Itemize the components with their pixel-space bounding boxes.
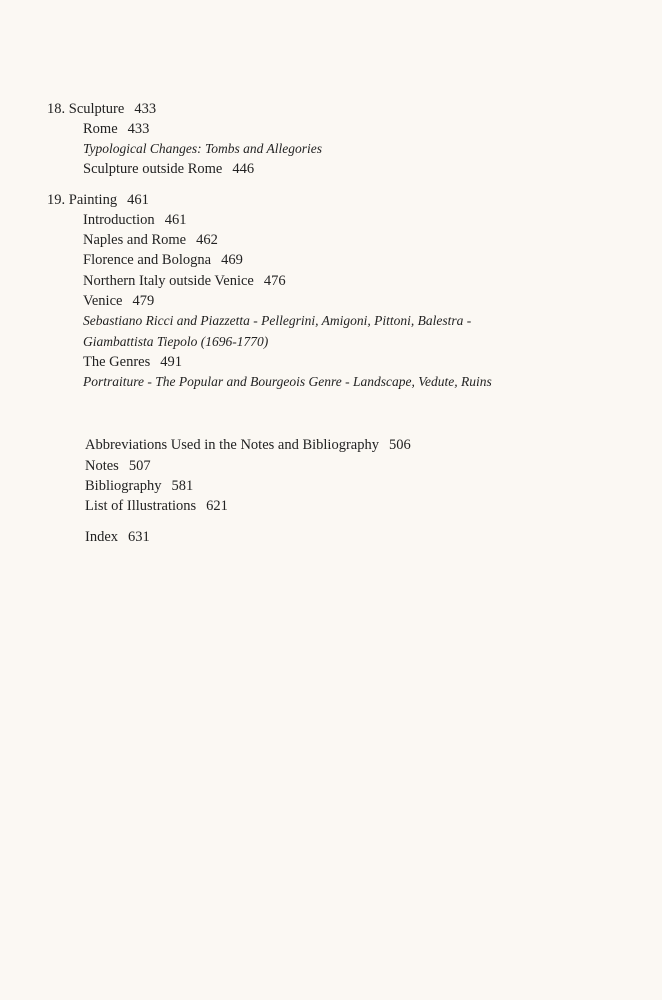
page-number: 446 — [232, 161, 255, 177]
toc-entry — [83, 211, 186, 229]
entry-title: List of Illustrations — [85, 498, 197, 514]
page-number: 581 — [171, 478, 194, 494]
toc-entry — [83, 272, 286, 290]
entry-title: Bibliography — [85, 478, 162, 494]
chapter-title: 19. Painting — [47, 192, 118, 208]
chapter-heading — [47, 100, 156, 118]
page-number: 491 — [160, 354, 182, 370]
entry-title: Naples and Rome — [83, 232, 187, 248]
toc-entry — [83, 251, 243, 269]
page-number: 506 — [388, 437, 411, 453]
page-number: 433 — [127, 121, 150, 137]
subentry-title: Sebastiano Ricci and Piazzetta - Pellegrini, Amigoni, Pittoni, Balestra - — [83, 313, 472, 328]
back-matter-entry — [85, 528, 150, 546]
page-number: 461 — [127, 192, 149, 208]
toc-subentry — [83, 333, 268, 351]
toc-entry — [83, 120, 149, 138]
subentry-title: Giambattista Tiepolo (1696-1770) — [83, 334, 269, 349]
page-number: 479 — [132, 293, 155, 309]
entry-title: Abbreviations Used in the Notes and Bibliography — [85, 437, 379, 453]
entry-title: Florence and Bologna — [83, 252, 212, 268]
page-number: 476 — [263, 273, 286, 289]
toc-entry — [83, 353, 182, 371]
page-number: 433 — [134, 101, 157, 117]
entry-title: Venice — [83, 293, 123, 309]
page-number: 507 — [128, 458, 151, 474]
entry-title: Introduction — [83, 212, 155, 228]
entry-title: The Genres — [83, 354, 151, 370]
chapter-title: 18. Sculpture — [47, 101, 125, 117]
entry-title: Index — [85, 529, 119, 545]
entry-title: Sculpture outside Rome — [83, 161, 223, 177]
toc-subentry — [83, 140, 322, 158]
page-number: 461 — [164, 212, 187, 228]
entry-title: Notes — [85, 458, 119, 474]
toc-entry — [83, 160, 254, 178]
page-number: 462 — [196, 232, 218, 248]
page-number: 631 — [128, 529, 150, 545]
entry-title: Northern Italy outside Venice — [83, 273, 254, 289]
subentry-title: Typological Changes: Tombs and Allegories — [83, 141, 323, 156]
back-matter-entry — [85, 477, 193, 495]
subentry-title: Portraiture - The Popular and Bourgeois Genre - Landscape, Vedute, Ruins — [83, 374, 492, 389]
chapter-heading — [47, 191, 149, 209]
toc-entry — [83, 231, 218, 249]
back-matter-entry — [85, 497, 228, 515]
page-number: 621 — [206, 498, 228, 514]
back-matter-entry — [85, 436, 411, 454]
toc-subentry — [83, 373, 492, 391]
page-number: 469 — [221, 252, 243, 268]
entry-title: Rome — [83, 121, 118, 137]
toc-subentry — [83, 312, 471, 330]
toc-entry — [83, 292, 154, 310]
back-matter-entry — [85, 457, 151, 475]
